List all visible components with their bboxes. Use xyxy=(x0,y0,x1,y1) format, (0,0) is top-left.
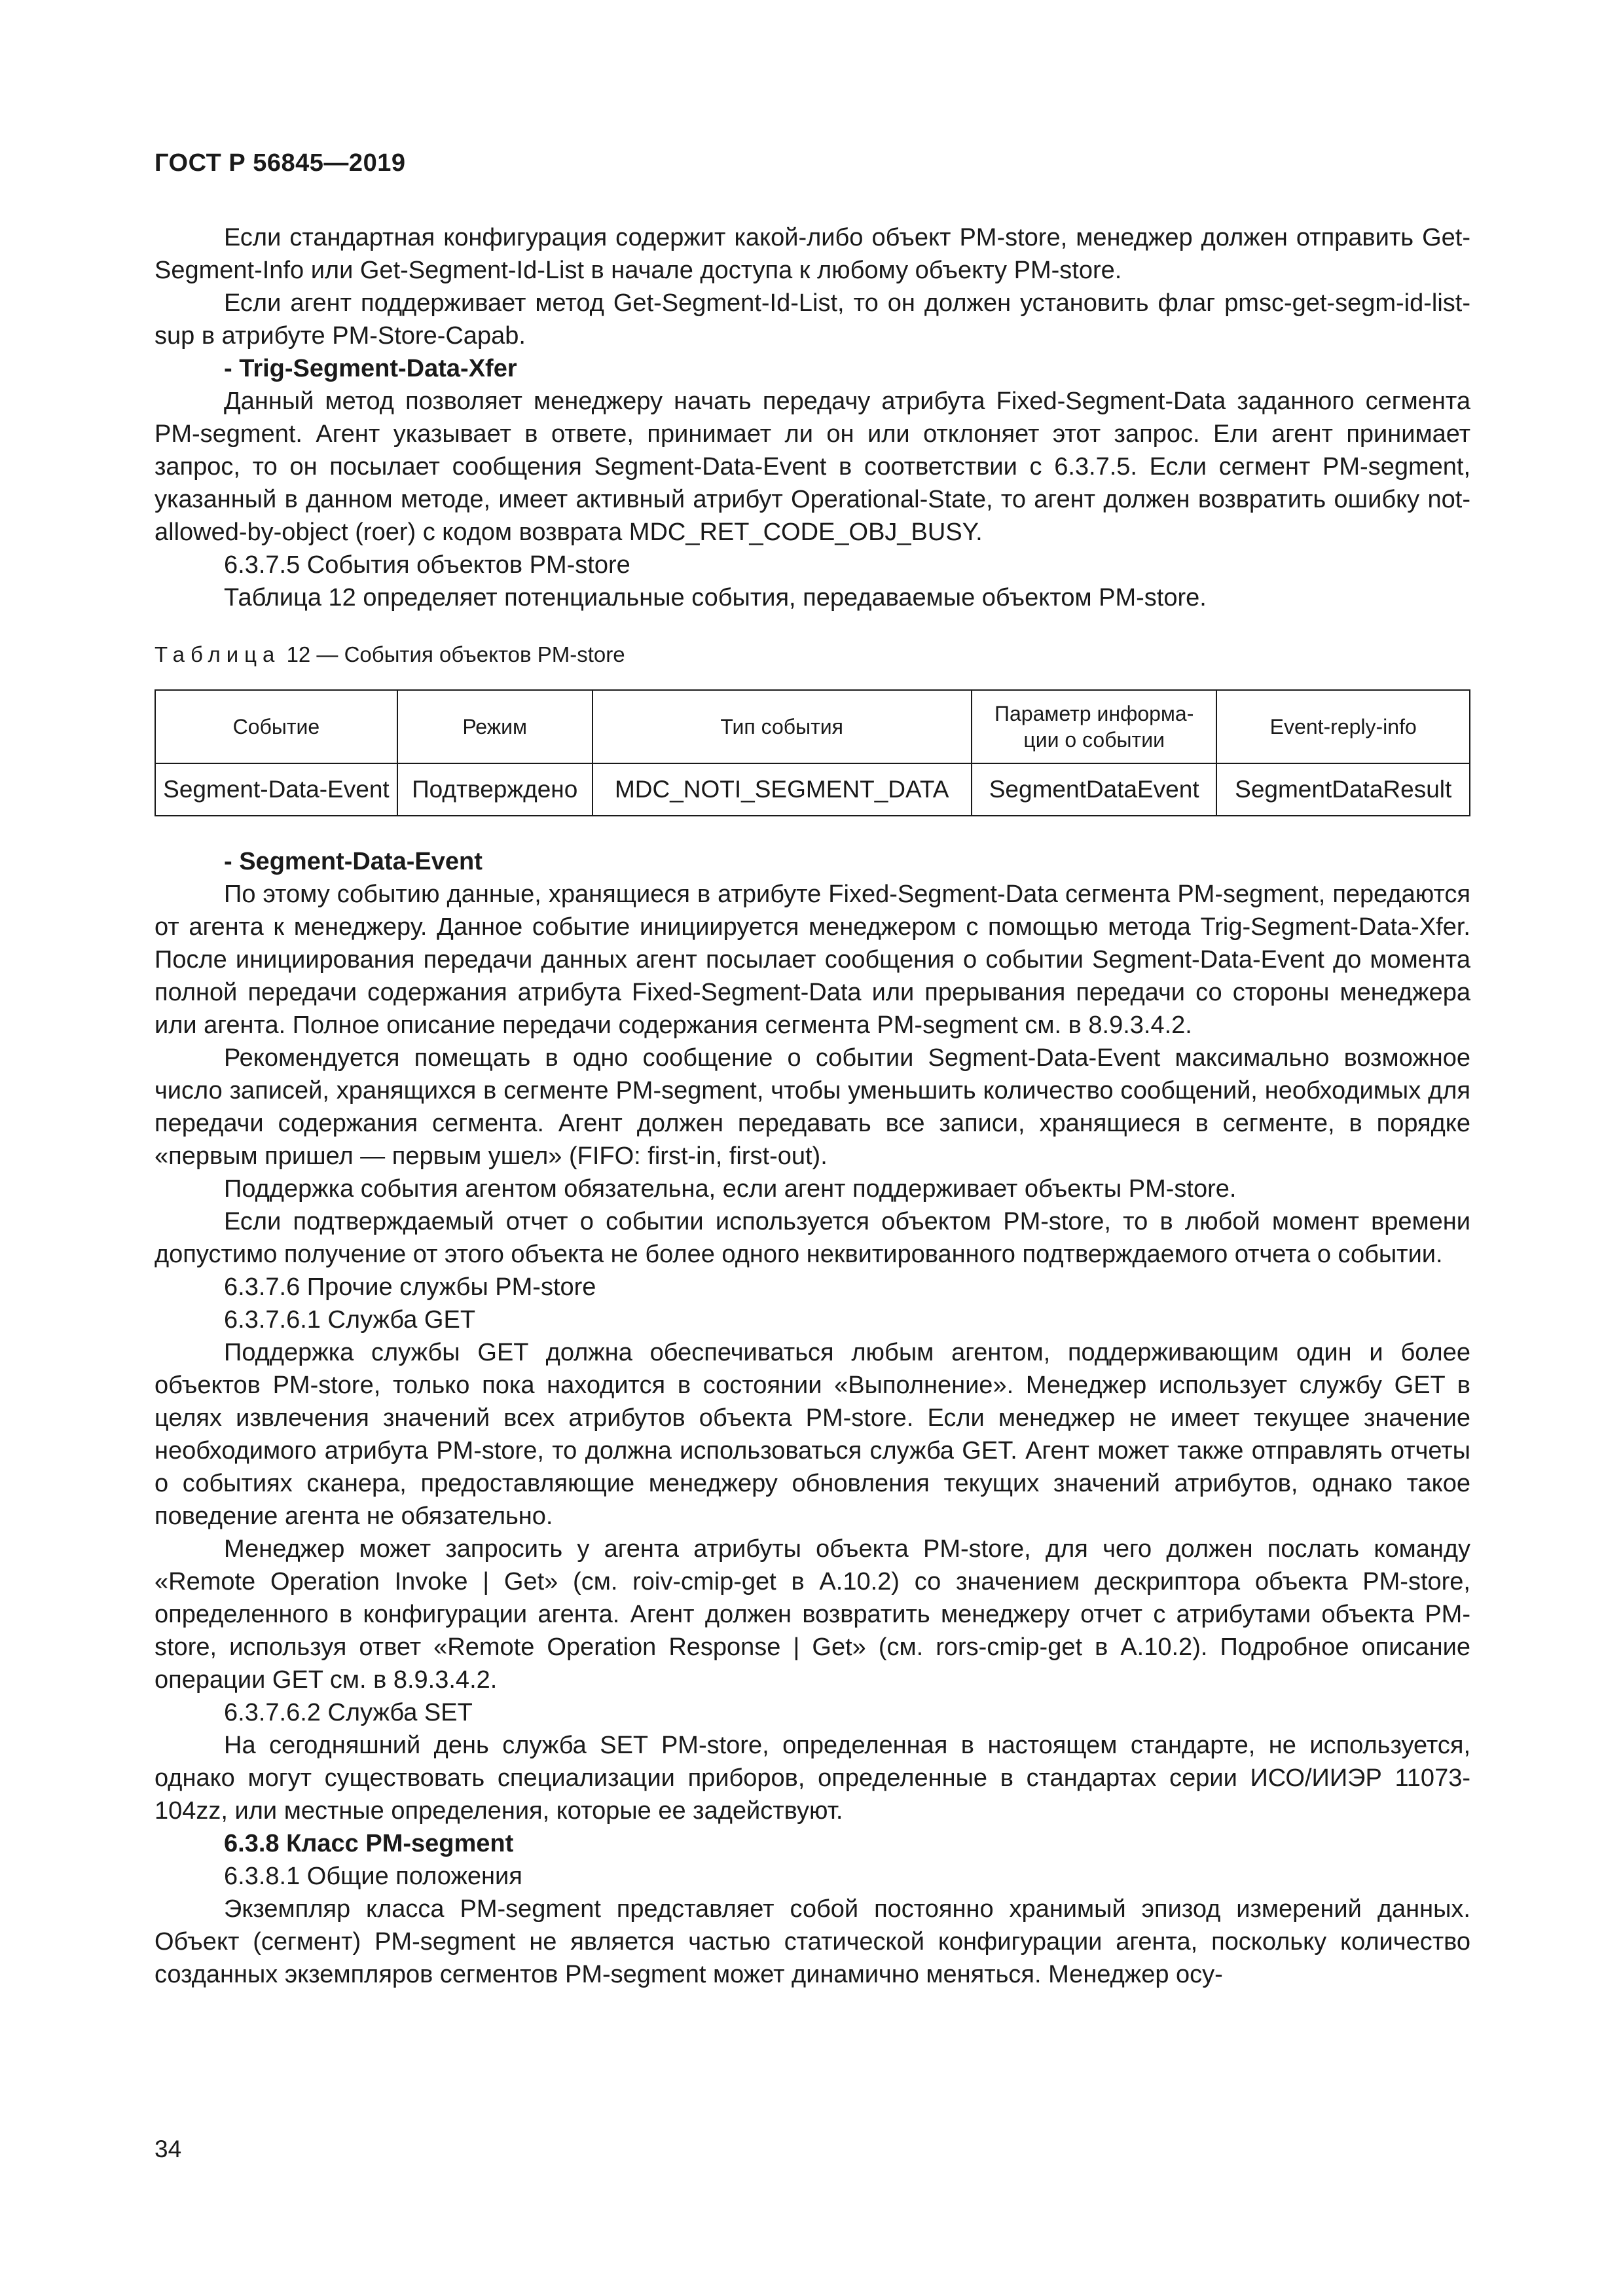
method-heading: - Trig-Segment-Data-Xfer xyxy=(224,355,517,382)
table-row xyxy=(155,763,1470,816)
paragraph: Поддержка события агентом обязательна, если агент поддерживает объекты PM-store. xyxy=(224,1175,1237,1203)
table-cell: Подтверждено xyxy=(397,763,593,816)
table-cell: MDC_NOTI_SEGMENT_DATA xyxy=(593,763,972,816)
page-number: 34 xyxy=(155,2136,182,2162)
table-caption xyxy=(155,642,625,667)
events-table xyxy=(155,689,1470,816)
section-heading: 6.3.8.1 Общие положения xyxy=(224,1863,522,1890)
paragraph: Таблица 12 определяет потенциальные события, передаваемые объектом PM-store. xyxy=(224,584,1207,611)
paragraph: Рекомендуется помещать в одно сообщение о событии Segment-Data-Event максимально возможное число записей, хранящихся в сегменте PM-segment, чтобы уменьшить количество сообщений, необходимых для передачи содержания сегмента. Агент должен передавать все записи, хранящиеся в сегменте, в порядке «первым пришел — первым ушел» (FIFO: first-in, first-out). xyxy=(155,1044,1470,1170)
paragraph: Если подтверждаемый отчет о событии используется объектом PM-store, то в любой момент времени допустимо получение от этого объекта не более одного неквитированного подтверждаемого отчета о событии. xyxy=(155,1208,1470,1268)
table-cell: Segment-Data-Event xyxy=(155,763,397,816)
paragraph: Менеджер может запросить у агента атрибуты объекта PM-store, для чего должен послать команду «Remote Operation Invoke | Get» (см. roiv-cmip-get в А.10.2) со значением дескриптора объекта PM-store, определенного в конфигурации агента. Агент должен возвратить менеджеру отчет с атрибутами объекта PM-store, используя ответ «Remote Operation Response | Get» (см. rors-cmip-get в А.10.2). Подробное описание операции GET см. в 8.9.3.4.2. xyxy=(155,1535,1470,1694)
section-heading: 6.3.7.6.2 Служба SET xyxy=(224,1699,473,1726)
body-text xyxy=(155,845,1470,1991)
table-header-cell: Тип события xyxy=(593,690,972,763)
paragraph: Экземпляр класса PM-segment представляет собой постоянно хранимый эпизод измерений данных. Объект (сегмент) PM-segment не является частью статической конфигурации агента, поскольку количество созданных экземпляров сегментов PM-segment может динамично меняться. Менеджер осу- xyxy=(155,1895,1470,1988)
standard-header: ГОСТ Р 56845—2019 xyxy=(155,149,406,177)
intro-text xyxy=(155,221,1470,614)
table-cell: SegmentDataEvent xyxy=(972,763,1217,816)
section-heading: 6.3.7.6.1 Служба GET xyxy=(224,1306,476,1334)
paragraph: На сегодняшний день служба SET PM-store, определенная в настоящем стандарте, не используется, однако могут существовать специализации приборов, определенные в стандартах серии ИСО/ИИЭР 11073-104zz, или местные определения, которые ее задействуют. xyxy=(155,1732,1470,1825)
section-heading: 6.3.7.5 События объектов PM-store xyxy=(224,551,630,579)
table-caption-text: 12 — События объектов PM-store xyxy=(286,642,625,666)
table-header-cell: Режим xyxy=(397,690,593,763)
table-caption-label: Таблица xyxy=(155,642,281,666)
section-heading: 6.3.7.6 Прочие службы PM-store xyxy=(224,1273,596,1301)
table-header-cell: Event-reply-info xyxy=(1216,690,1470,763)
paragraph: Поддержка службы GET должна обеспечиваться любым агентом, поддерживающим один и более объектов PM-store, только пока находится в состоянии «Выполнение». Менеджер использует службу GET в целях извлечения значений всех атрибутов объекта PM-store. Если менеджер не имеет текущее значение необходимого атрибута PM-store, то должна использоваться служба GET. Агент может также отправлять отчеты о событиях сканера, предоставляющие менеджеру обновления текущих значений атрибутов, однако такое поведение агента не обязательно. xyxy=(155,1339,1470,1530)
event-heading: - Segment-Data-Event xyxy=(224,848,483,875)
paragraph: Если стандартная конфигурация содержит какой-либо объект PM-store, менеджер должен отправить Get-Segment-Info или Get-Segment-Id-List в начале доступа к любому объекту PM-store. xyxy=(155,224,1470,284)
table-header-row xyxy=(155,690,1470,763)
paragraph: По этому событию данные, хранящиеся в атрибуте Fixed-Segment-Data сегмента PM-segment, передаются от агента к менеджеру. Данное событие инициируется менеджером с помощью метода Trig-Segment-Data-Xfer. После инициирования передачи данных агент посылает сообщения о событии Segment-Data-Event до момента полной передачи содержания атрибута Fixed-Segment-Data или прерывания передачи со стороны менеджера или агента. Полное описание передачи содержания сегмента PM-segment см. в 8.9.3.4.2. xyxy=(155,881,1470,1039)
paragraph: Данный метод позволяет менеджеру начать передачу атрибута Fixed-Segment-Data заданного сегмента PM-segment. Агент указывает в ответе, принимает ли он или отклоняет этот запрос. Ели агент принимает запрос, то он посылает сообщения Segment-Data-Event в соответствии с 6.3.7.5. Если сегмент PM-segment, указанный в данном методе, имеет активный атрибут Operational-State, то агент должен возвратить ошибку not-allowed-by-object (roer) с кодом возврата MDC_RET_CODE_OBJ_BUSY. xyxy=(155,388,1470,546)
class-heading: 6.3.8 Класс PM-segment xyxy=(224,1830,514,1857)
table-cell: SegmentDataResult xyxy=(1216,763,1470,816)
table-header-cell: Событие xyxy=(155,690,397,763)
table-header-cell: Параметр информа-ции о событии xyxy=(972,690,1217,763)
paragraph: Если агент поддерживает метод Get-Segment-Id-List, то он должен установить флаг pmsc-get-segm-id-list-sup в атрибуте PM-Store-Capab. xyxy=(155,289,1470,350)
